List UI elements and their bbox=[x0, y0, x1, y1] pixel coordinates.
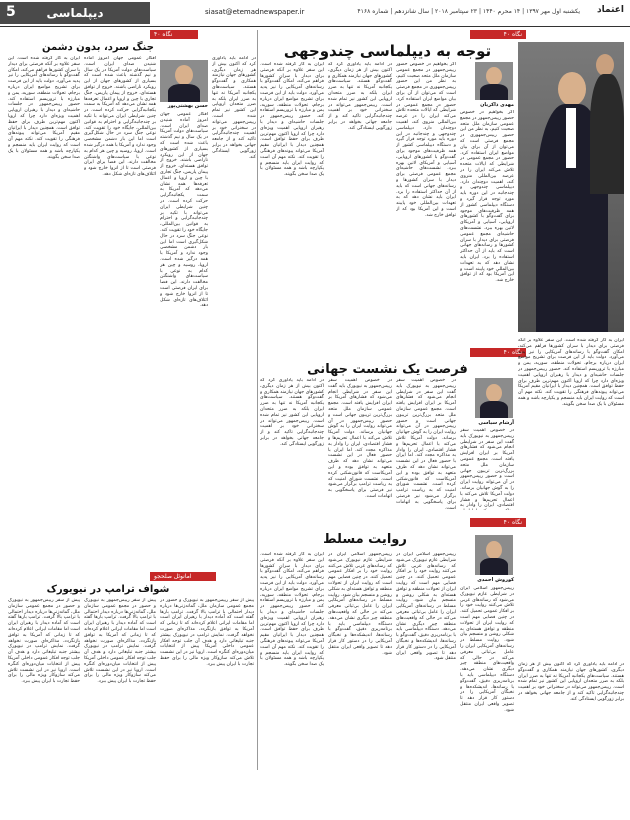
article-4-title: روایت مسلط bbox=[323, 532, 407, 547]
article-5-body-col3: پیش از سفر رییس‌جمهور به نیویورک و حضور در مجمع عمومی سازمان ملل، گمانه‌زنی‌ها درباره دیدار احتمالی با ترامپ بالا گرفت. ترامپ بارها گفته است که آماده دیدار با رهبران ایران است اما مقامات ایرانی اعلام کرده‌اند که تا زمانی که آمریکا به توافق بازنگردد، مذاکره‌ای صورت نخواهد گرفت. نمایش ترامپ در نیویورک بیشتر جنبه تبلیغاتی دارد و هدف آن جلب توجه افکار عمومی داخلی آمریکا پیش از انتخابات میان‌دوره‌ای کنگره است. اروپا نیز در این نشست تلاش می‌کند سازوکار ویژه مالی را برای حفظ تجارت با ایران پیش ببرد. bbox=[8, 598, 80, 685]
section-email: siasat@etemadnewspaper.ir bbox=[205, 8, 305, 16]
article-5-body-col2: پیش از سفر رییس‌جمهور به نیویورک و حضور در مجمع عمومی سازمان ملل، گمانه‌زنی‌ها درباره دیدار احتمالی با ترامپ بالا گرفت. ترامپ بارها گفته است که آماده دیدار با رهبران ایران است اما مقامات ایرانی اعلام کرده‌اند که تا زمانی که آمریکا به توافق بازنگردد، مذاکره‌ای صورت نخواهد گرفت. نمایش ترامپ در نیویورک بیشتر جنبه تبلیغاتی دارد و هدف آن جلب توجه افکار عمومی داخلی آمریکا پیش از انتخابات میان‌دوره‌ای کنگره است. اروپا نیز در این نشست تلاش می‌کند سازوکار ویژه مالی را برای حفظ تجارت با ایران پیش ببرد. bbox=[84, 598, 156, 685]
article-2-body-col4: در ادامه باید یادآوری کرد که اکنون بیش از هر زمان دیگری، کشورهای جهان نیازمند همکاری و گفت‌وگو هستند. سیاست‌های یکجانبه آمریکا نه تنها به ضرر ایران بلکه به ضرر متحدان اروپایی این کشور نیز تمام شده است. رییس‌جمهور می‌تواند در سخنرانی خود بر اهمیت چندجانبه‌گرایی تاکید کند و از جامعه جهانی بخواهد در برابر زورگویی ایستادگی کند. bbox=[212, 56, 256, 160]
section-title: دیپلماسی bbox=[46, 6, 104, 20]
author-2-portrait bbox=[160, 60, 208, 102]
column-divider bbox=[257, 30, 258, 770]
article-4-body-col4: ایران به کار گرفته شده است. این سفر علاوه بر آنکه فرصتی برای دیدار با سران کشورها فراهم می‌کند، امکان گفت‌وگو با رسانه‌های آمریکایی را نیز پدید می‌آورد. دولت باید از این فرصت برای تشریح مواضع ایران درباره برجام، تحولات منطقه، سوریه، یمن و مبارزه با تروریسم استفاده کند. حضور رییس‌جمهور در جلسات حاشیه‌ای و دیدار با رهبران اروپایی اهمیت ویژه‌ای دارد چرا که اروپا اکنون مهم‌ترین طرف برای حفظ توافق است. همچنین دیدار با ایرانیان مقیم آمریکا می‌تواند پیوندهای فرهنگی را تقویت کند. نکته مهم آن است که روایت ایران باید منسجم و یکپارچه باشد و همه مسئولان با یک صدا سخن بگویند. bbox=[260, 552, 324, 668]
article-4-label: نگاه ۴۰ bbox=[470, 518, 526, 527]
article-3-body: در خصوص اهمیت سفر رییس‌جمهور به نیویورک باید گفت این سفر در شرایطی انجام می‌شود که فشارهای آمریکا بر ایران افزایش یافته است. مجمع عمومی سازمان ملل متحد بزرگ‌ترین تریبون جهانی است و حضور رییس‌جمهور در آن می‌تواند روایت ایران را به گوش جهانیان برساند. دولت آمریکا تلاش می‌کند با اعمال تحریم‌ها و فشار اقتصادی، ایران را وادار به bbox=[460, 428, 514, 509]
author-2-name: حسن بهشتی‌پور bbox=[167, 103, 208, 109]
article-2-body-col3: ایران به کار گرفته شده است. این سفر علاوه بر آنکه فرصتی برای دیدار با سران کشورها فراهم می‌کند، امکان گفت‌وگو با رسانه‌های آمریکایی را نیز پدید می‌آورد. دولت باید از این فرصت برای تشریح مواضع ایران درباره برجام، تحولات منطقه، سوریه، یمن و مبارزه با تروریسم استفاده کند. حضور رییس‌جمهور در جلسات حاشیه‌ای و دیدار با رهبران اروپایی اهمیت ویژه‌ای دارد چرا که اروپا اکنون مهم‌ترین طرف برای حفظ توافق است. همچنین دیدار با ایرانیان مقیم آمریکا می‌تواند پیوندهای فرهنگی را تقویت کند. نکته مهم آن است که روایت ایران باید منسجم و یکپارچه باشد و همه مسئولان با یک صدا سخن بگویند. bbox=[8, 56, 80, 160]
article-3-label: نگاه ۴۰ bbox=[470, 348, 526, 357]
article-2-body-col2: افکار عمومی جهان امروز آماده شنیدن صدای ایران است. سیاست‌های دولت آمریکا در یک سال و نیم گذشته باعث شده است که بسیاری از کشورهای جهان از این رویکرد ناراضی باشند. خروج از توافق هسته‌ای، خروج از پیمان پاریس، جنگ تجاری با چین و اروپا و اعمال تعرفه‌ها همه نشان می‌دهد که آمریکا به سمت یکجانبه‌گرایی حرکت کرده است. در چنین شرایطی ایران می‌تواند با تکیه بر چندجانبه‌گرایی و احترام به قوانین بین‌المللی، جایگاه خود را تقویت کند. نوعی جنگ سرد در حال شکل‌گیری است اما این بار دشمن مشخصی وجود ندارد و آمریکا با همه درگیر شده است. اروپا، روسیه و چین هر کدام به نوعی با سیاست‌های واشنگتن مخالفت دارند. این فضا برای ایران فرصتی است تا از انزوا خارج شود و ائتلاف‌های تازه‌ای شکل دهد. bbox=[84, 56, 156, 177]
article-1-body-col4: ایران به کار گرفته شده است. این سفر علاوه بر آنکه فرصتی برای دیدار با سران کشورها فراهم می‌کند، امکان گفت‌وگو با رسانه‌های آمریکایی را نیز پدید می‌آورد. دولت باید از این فرصت برای تشریح مواضع ایران درباره برجام، تحولات منطقه، سوریه، یمن و مبارزه با تروریسم استفاده کند. حضور رییس‌جمهور در جلسات حاشیه‌ای و دیدار با رهبران اروپایی اهمیت ویژه‌ای دارد چرا که اروپا اکنون مهم‌ترین طرف برای حفظ توافق است. همچنین دیدار با ایرانیان مقیم آمریکا می‌تواند پیوندهای فرهنگی را تقویت کند. نکته مهم آن است که روایت ایران باید منسجم و یکپارچه باشد و همه مسئولان با یک صدا سخن بگویند. bbox=[260, 62, 324, 178]
author-3-portrait bbox=[475, 378, 513, 418]
main-photo bbox=[518, 42, 624, 332]
author-3-name: آرشام سیاسی bbox=[478, 420, 514, 426]
article-2-label: نگاه ۴۰ bbox=[150, 30, 198, 39]
author-1-portrait bbox=[475, 62, 513, 100]
article-2-body: افکار عمومی جهان امروز آماده شنیدن صدای ایران است. سیاست‌های دولت آمریکا در یک سال و نیم گذشته باعث شده است که بسیاری از کشورهای جهان از این رویکرد ناراضی باشند. خروج از توافق هسته‌ای، خروج از پیمان پاریس، جنگ تجاری با چین و اروپا و اعمال تعرفه‌ها همه نشان می‌دهد که آمریکا به سمت یکجانبه‌گرایی حرکت کرده است. در چنین شرایطی ایران می‌تواند با تکیه بر چندجانبه‌گرایی و احترام به قوانین بین‌المللی، جایگاه خود را تقویت کند. نوعی جنگ سرد در حال شکل‌گیری است اما این بار دشمن مشخصی وجود ندارد و آمریکا با همه درگیر شده است. اروپا، روسیه و چین هر کدام به نوعی با سیاست‌های واشنگتن مخالفت دارند. این فضا برای ایران فرصتی است تا از انزوا خارج شود و ائتلاف‌های تازه‌ای شکل دهد. bbox=[160, 112, 208, 309]
author-1-name: مهدی ذاکریان bbox=[480, 102, 514, 108]
author-4-name: کوروش احمدی bbox=[477, 577, 514, 583]
article-4-body: رییس‌جمهور اسلامی ایران در شرایطی عازم نیویورک می‌شود که رسانه‌های غربی تلاش می‌کنند روایت خود را بر افکار عمومی تحمیل کنند. در چنین فضایی مهم است که روایت ایران از تحولات منطقه و توافق هسته‌ای به شکلی روشن و منسجم بیان شود. روایت مسلط در رسانه‌های آمریکایی ایران را عامل بی‌ثباتی معرفی می‌کند در حالی که واقعیت‌های منطقه چیز دیگری نشان می‌دهد. دستگاه دیپلماسی باید با برنامه‌ریزی دقیق، گفت‌وگو با رسانه‌ها، اندیشکده‌ها و نخبگان آمریکایی را در دستور کار قرار دهد تا تصویر واقعی ایران منتقل شود. bbox=[460, 586, 514, 713]
article-1-body-col3: در ادامه باید یادآوری کرد که اکنون بیش از هر زمان دیگری، کشورهای جهان نیازمند همکاری و گفت‌وگو هستند. سیاست‌های یکجانبه آمریکا نه تنها به ضرر ایران بلکه به ضرر متحدان اروپایی این کشور نیز تمام شده است. رییس‌جمهور می‌تواند در سخنرانی خود بر اهمیت چندجانبه‌گرایی تاکید کند و از جامعه جهانی بخواهد در برابر زورگویی ایستادگی کند. bbox=[328, 62, 392, 131]
article-2-title: جنگ سرد، بدون دشمن bbox=[42, 42, 154, 53]
date-line: یکشنبه اول مهر ۱۳۹۷ | ۱۴ محرم ۱۴۴۰ | ۲۳ سپتامبر ۲۰۱۸ | سال شانزدهم | شماره ۴۱۶۸ bbox=[357, 8, 580, 15]
article-1-body-col2: اگر بخواهیم در خصوص حضور رییس‌جمهور در مجمع عمومی سازمان ملل متحد صحبت کنیم، به نظر من این حضور رییس‌جمهوری در مجمع فرصتی است که می‌توان از آن برای بیان مواضع ایران استفاده کرد. حضور در مجمع عمومی در شرایطی که ایالات متحده تلاش می‌کند ایران را در عرصه بین‌المللی منزوی کند، اهمیت دوچندان دارد. دیپلماسی چندوجهی و چندجانبه در این دوره باید مورد توجه قرار گیرد و دستگاه دیپلماسی کشور از همه ظرفیت‌های موجود برای گفت‌وگو با کشورهای اروپایی، آسیایی و آمریکای لاتین بهره ببرد. نشست‌های حاشیه‌ای مجمع عمومی فرصتی برای دیدار با سران کشورها و رسانه‌های جهانی است که باید از آن حداکثر استفاده را برد. ایران باید نشان دهد که به تعهدات بین‌المللی خود پایبند است و این آمریکا بود که از توافق خارج شد. bbox=[396, 62, 456, 218]
article-1-body: اگر بخواهیم در خصوص حضور رییس‌جمهور در مجمع عمومی سازمان ملل متحد صحبت کنیم، به نظر من این حضور رییس‌جمهوری در مجمع فرصتی است که می‌توان از آن برای بیان مواضع ایران استفاده کرد. حضور در مجمع عمومی در شرایطی که ایالات متحده تلاش می‌کند ایران را در عرصه بین‌المللی منزوی کند، اهمیت دوچندان دارد. دیپلماسی چندوجهی و چندجانبه در این دوره باید مورد توجه قرار گیرد و دستگاه دیپلماسی کشور از همه ظرفیت‌های موجود برای گفت‌وگو با کشورهای اروپایی، آسیایی و آمریکای لاتین بهره ببرد. نشست‌های حاشیه‌ای مجمع عمومی فرصتی برای دیدار با سران کشورها و رسانه‌های جهانی است که باید از آن حداکثر استفاده را برد. ایران باید نشان دهد که به تعهدات بین‌المللی خود پایبند است و این آمریکا بود که از توافق خارج شد. bbox=[460, 110, 514, 284]
newspaper-logo: اعتماد bbox=[597, 5, 624, 15]
page-header bbox=[0, 0, 630, 27]
article-4-body-col3: رییس‌جمهور اسلامی ایران در شرایطی عازم نیویورک می‌شود که رسانه‌های غربی تلاش می‌کنند روایت خود را بر افکار عمومی تحمیل کنند. در چنین فضایی مهم است که روایت ایران از تحولات منطقه و توافق هسته‌ای به شکلی روشن و منسجم بیان شود. روایت مسلط در رسانه‌های آمریکایی ایران را عامل بی‌ثباتی معرفی می‌کند در حالی که واقعیت‌های منطقه چیز دیگری نشان می‌دهد. دستگاه دیپلماسی باید با برنامه‌ریزی دقیق، گفت‌وگو با رسانه‌ها، اندیشکده‌ها و نخبگان آمریکایی را در دستور کار قرار دهد تا تصویر واقعی ایران منتقل شود. bbox=[328, 552, 392, 656]
article-3-body-col3: در خصوص اهمیت سفر رییس‌جمهور به نیویورک باید گفت این سفر در شرایطی انجام می‌شود که فشارهای آمریکا بر ایران افزایش یافته است. مجمع عمومی سازمان ملل متحد بزرگ‌ترین تریبون جهانی است و حضور رییس‌جمهور در آن می‌تواند روایت ایران را به گوش جهانیان برساند. دولت آمریکا تلاش می‌کند با اعمال تحریم‌ها و فشار اقتصادی، ایران را وادار به مذاکره مجدد کند. اما ایران با حضور فعال در این نشست می‌تواند نشان دهد که طرف متعهد به توافق بوده و این آمریکاست که قانون‌شکنی کرده است. نشست شورای امنیت که به ریاست ترامپ برگزار می‌شود نیز فرصتی برای پاسخگویی به اتهامات است. bbox=[328, 378, 392, 499]
article-4-body-col2: رییس‌جمهور اسلامی ایران در شرایطی عازم نیویورک می‌شود که رسانه‌های غربی تلاش می‌کنند روایت خود را بر افکار عمومی تحمیل کنند. در چنین فضایی مهم است که روایت ایران از تحولات منطقه و توافق هسته‌ای به شکلی روشن و منسجم بیان شود. روایت مسلط در رسانه‌های آمریکایی ایران را عامل بی‌ثباتی معرفی می‌کند در حالی که واقعیت‌های منطقه چیز دیگری نشان می‌دهد. دستگاه دیپلماسی باید با برنامه‌ریزی دقیق، گفت‌وگو با رسانه‌ها، اندیشکده‌ها و نخبگان آمریکایی را در دستور کار قرار دهد تا تصویر واقعی ایران منتقل شود. bbox=[396, 552, 456, 662]
article-3-body-col4: در ادامه باید یادآوری کرد که اکنون بیش از هر زمان دیگری، کشورهای جهان نیازمند همکاری و گفت‌وگو هستند. سیاست‌های یکجانبه آمریکا نه تنها به ضرر ایران بلکه به ضرر متحدان اروپایی این کشور نیز تمام شده است. رییس‌جمهور می‌تواند در سخنرانی خود بر اهمیت چندجانبه‌گرایی تاکید کند و از جامعه جهانی بخواهد در برابر زورگویی ایستادگی کند. bbox=[260, 378, 324, 447]
article-3-title: فرصت یک نشست جهانی bbox=[307, 362, 468, 377]
right-column-body: ایران به کار گرفته شده است. این سفر علاوه بر آنکه فرصتی برای دیدار با سران کشورها فراهم می‌کند، امکان گفت‌وگو با رسانه‌های آمریکایی را نیز پدید می‌آورد. دولت باید از این فرصت برای تشریح مواضع ایران درباره برجام، تحولات منطقه، سوریه، یمن و مبارزه با تروریسم استفاده کند. حضور رییس‌جمهور در جلسات حاشیه‌ای و دیدار با رهبران اروپایی اهمیت ویژه‌ای دارد چرا که اروپا اکنون مهم‌ترین طرف برای حفظ توافق است. همچنین دیدار با ایرانیان مقیم آمریکا می‌تواند پیوندهای فرهنگی را تقویت کند. نکته مهم آن است که روایت ایران باید منسجم و یکپارچه باشد و همه مسئولان با یک صدا سخن بگویند. bbox=[518, 338, 624, 407]
article-3-body-col2: در خصوص اهمیت سفر رییس‌جمهور به نیویورک باید گفت این سفر در شرایطی انجام می‌شود که فشارهای آمریکا بر ایران افزایش یافته است. مجمع عمومی سازمان ملل متحد بزرگ‌ترین تریبون جهانی است و حضور رییس‌جمهور در آن می‌تواند روایت ایران را به گوش جهانیان برساند. دولت آمریکا تلاش می‌کند با اعمال تحریم‌ها و فشار اقتصادی، ایران را وادار به مذاکره مجدد کند. اما ایران با حضور فعال در این نشست می‌تواند نشان دهد که طرف متعهد به توافق بوده و این آمریکاست که قانون‌شکنی کرده است. نشست شورای امنیت که به ریاست ترامپ برگزار می‌شود نیز فرصتی برای پاسخگویی به اتهامات است. bbox=[396, 378, 456, 510]
article-5-body: پیش از سفر رییس‌جمهور به نیویورک و حضور در مجمع عمومی سازمان ملل، گمانه‌زنی‌ها درباره دیدار احتمالی با ترامپ بالا گرفت. ترامپ بارها گفته است که آماده دیدار با رهبران ایران است اما مقامات ایرانی اعلام کرده‌اند که تا زمانی که آمریکا به توافق بازنگردد، مذاکره‌ای صورت نخواهد گرفت. نمایش ترامپ در نیویورک بیشتر جنبه تبلیغاتی دارد و هدف آن جلب توجه افکار عمومی داخلی آمریکا پیش از انتخابات میان‌دوره‌ای کنگره است. اروپا نیز در این نشست تلاش می‌کند سازوکار ویژه مالی را برای حفظ تجارت با ایران پیش ببرد. bbox=[160, 598, 254, 667]
right-column-body-2: در ادامه باید یادآوری کرد که اکنون بیش از هر زمان دیگری، کشورهای جهان نیازمند همکاری و گفت‌وگو هستند. سیاست‌های یکجانبه آمریکا نه تنها به ضرر ایران بلکه به ضرر متحدان اروپایی این کشور نیز تمام شده است. رییس‌جمهور می‌تواند در سخنرانی خود بر اهمیت چندجانبه‌گرایی تاکید کند و از جامعه جهانی بخواهد در برابر زورگویی ایستادگی کند. bbox=[518, 662, 624, 702]
article-5-label: امانوئل صلحجو bbox=[150, 572, 216, 581]
article-1-label: نگاه ۴۰ bbox=[470, 30, 526, 39]
author-4-portrait bbox=[475, 535, 513, 575]
page-number: 5 bbox=[6, 4, 16, 20]
article-1-title: توجه به دیپلماسی چندوجهی bbox=[283, 42, 492, 60]
article-5-title: شواف ترامپ در نیویورک bbox=[46, 584, 170, 595]
